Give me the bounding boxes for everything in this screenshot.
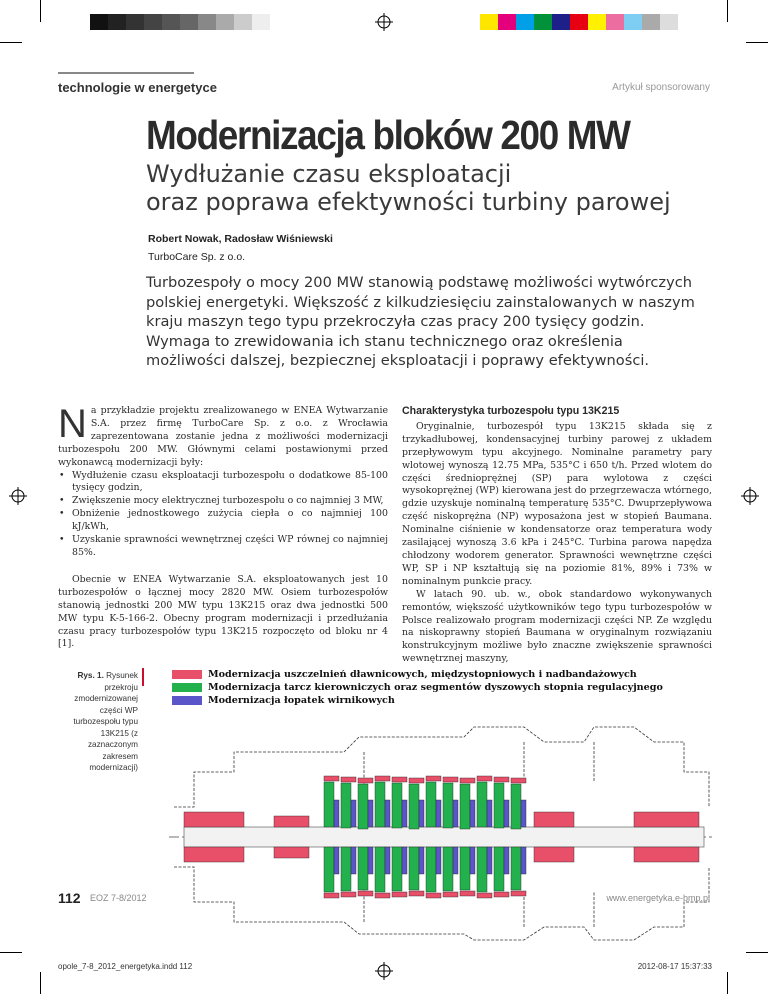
tip-seal-lower [375, 893, 390, 898]
guide-disc-lower [358, 847, 368, 890]
list-item: • Uzyskanie sprawności wewnętrznej części WP równej co najmniej 85%. [72, 534, 388, 560]
tip-seal-lower [341, 892, 356, 897]
registration-mark-icon [9, 487, 27, 505]
tip-seal-upper [477, 776, 492, 781]
registration-mark-icon [375, 13, 393, 31]
sponsored-label: Artykuł sponsorowany [612, 82, 710, 93]
section-label: technologie w energetyce [58, 80, 217, 95]
crop-mark [727, 972, 728, 994]
body-paragraph: Oryginalnie, turbozespół typu 13K215 składa się z trzykadłubowej, kondensacyjnej turbiny parowej z układem przepływowym typu akcyjnego. Nominalne parametry pary wlotowej wynoszą 12.75 MPa, 535°C i 650 t/h. Przed wlotem do części średnioprężnej (SP) para wylotowa z części wysokoprężnej (WP) kierowana jest do przegrzewacza wtórnego, gdzie uzyskuje nominalną temperaturę 535°C. Dwuprzepływowa część niskoprężna (NP) wyposażona jest w stopień Baumana. Nominalne ciśnienie w kondensatorze oraz temperatura wody zasilającej wynoszą 3.6 kPa i 245°C. Turbina parowa napędza chłodzony wodorem generator. Sprawności wewnętrzne części WP, SP i NP kształtują się na poziomie 81%, 89% i 73% w nominalnym punkcie pracy. [402, 420, 712, 587]
list-item: • Zwiększenie mocy elektrycznej turbozespołu o co najmniej 3 MW, [72, 495, 388, 508]
crop-mark [0, 42, 22, 43]
guide-disc-upper [324, 782, 334, 827]
legend-item [172, 682, 663, 693]
legend-label: Modernizacja uszczelnień dławnicowych, międzystopniowych i nadbandażowych [208, 669, 637, 680]
print-slug-date: 2012-08-17 15:37:33 [637, 962, 712, 971]
guide-disc-upper [494, 783, 504, 828]
rotor-blade-lower [470, 847, 475, 874]
tip-seal-lower [477, 893, 492, 898]
article-subtitle [146, 160, 726, 216]
body-paragraph: W latach 90. ub. w., obok standardowo wykonywanych remontów, większość użytkowników tego typu turbozespołów w Polsce realizowało program modernizacji części NP. Ze względu na niskoprawny stopień Baumana w oryginalnym rozwiązaniu konstrukcyjnym możliwe było znaczne zwiększenie sprawności wewnętrznej maszyny, [402, 588, 712, 665]
rotor-blade-lower [351, 847, 356, 874]
guide-disc-upper [477, 782, 487, 827]
seal-right-lower [534, 847, 574, 862]
gland-seal-right-lower [634, 847, 699, 862]
article-company: TurboCare Sp. z o.o. [148, 251, 246, 263]
legend-swatch [172, 683, 202, 692]
rotor-blade-upper [419, 800, 424, 827]
rotor-blade-upper [504, 800, 509, 827]
gland-seal-left-lower [184, 847, 244, 862]
guide-disc-lower [460, 847, 470, 890]
list-item: • Wydłużenie czasu eksploatacji turbozespołu o dodatkowe 85-100 tysięcy godzin, [72, 470, 388, 496]
tip-seal-upper [324, 776, 339, 781]
seal-left-upper [274, 816, 309, 827]
intro-paragraph: a przykładzie projektu zrealizowanego w ENEA Wytwarzanie S.A. przez firmę TurboCare Sp. z o.o. z Wrocławia zaprezentowana zostanie jedna z możliwości modernizacji turbozespołu 200 MW. Głównymi celami postawionymi przed wykonawcą modernizacji były: [58, 405, 388, 468]
header-rule [58, 72, 194, 74]
guide-disc-upper [392, 783, 402, 828]
figure-caption-label: Rys. 1. [77, 671, 104, 680]
rotor-blade-lower [419, 847, 424, 874]
guide-disc-upper [443, 783, 453, 828]
print-slug-file: opole_7-8_2012_energetyka.indd 112 [58, 962, 193, 971]
rotor-shaft [184, 827, 704, 847]
tip-seal-lower [511, 891, 526, 896]
tip-seal-lower [443, 892, 458, 897]
rotor-blade-upper [368, 800, 373, 827]
rotor-blade-upper [521, 800, 526, 827]
tip-seal-upper [460, 778, 475, 783]
tip-seal-upper [392, 777, 407, 782]
legend-swatch [172, 696, 202, 705]
guide-disc-lower [341, 847, 351, 891]
footer-url: www.energetyka.e-bmp.pl [606, 893, 710, 903]
rotor-blade-upper [351, 800, 356, 827]
gland-seal-right-upper [634, 812, 699, 827]
rotor-blade-lower [504, 847, 509, 874]
legend-item [172, 669, 637, 680]
rotor-blade-upper [385, 800, 390, 827]
color-bar-grayscale [90, 14, 270, 30]
guide-disc-lower [409, 847, 419, 890]
tip-seal-upper [409, 778, 424, 783]
rotor-blade-lower [402, 847, 407, 874]
rotor-blade-lower [487, 847, 492, 874]
legend-label: Modernizacja łopatek wirnikowych [208, 695, 395, 706]
section-heading: Charakterystyka turbozespołu typu 13K215 [402, 405, 620, 417]
rotor-blade-lower [385, 847, 390, 874]
guide-disc-upper [426, 782, 436, 827]
right-column [402, 405, 712, 666]
tip-seal-lower [460, 891, 475, 896]
crop-mark [746, 42, 768, 43]
guide-disc-lower [511, 847, 521, 890]
tip-seal-upper [443, 777, 458, 782]
tip-seal-lower [409, 891, 424, 896]
rotor-blade-upper [487, 800, 492, 827]
guide-disc-upper [358, 784, 368, 829]
guide-disc-lower [494, 847, 504, 891]
tip-seal-lower [426, 893, 441, 898]
color-bar-cmyk [480, 14, 678, 30]
rotor-blade-upper [334, 800, 339, 827]
figure-caption [56, 670, 138, 774]
rotor-blade-lower [334, 847, 339, 874]
guide-disc-lower [375, 847, 385, 892]
tip-seal-lower [358, 891, 373, 896]
tip-seal-upper [375, 776, 390, 781]
caption-accent-bar [142, 668, 144, 686]
gland-seal-left-upper [184, 812, 244, 827]
tip-seal-lower [324, 893, 339, 898]
guide-disc-lower [426, 847, 436, 892]
figure-caption-text: Rysunek przekroju zmodernizowanej części WP turbozespołu typu 13K215 (z zaznaczonym zakresem modernizacji) [73, 671, 138, 772]
issue-label: EOZ 7-8/2012 [90, 893, 147, 903]
crop-mark [40, 972, 41, 994]
guide-disc-upper [511, 784, 521, 829]
tip-seal-upper [341, 777, 356, 782]
crop-mark [746, 952, 768, 953]
crop-mark [0, 952, 22, 953]
legend-item [172, 695, 395, 706]
seal-right-upper [534, 812, 574, 827]
guide-disc-lower [443, 847, 453, 891]
guide-disc-lower [324, 847, 334, 892]
drop-cap: N [58, 402, 87, 446]
tip-seal-upper [358, 778, 373, 783]
legend-label: Modernizacja tarcz kierowniczych oraz segmentów dyszowych stopnia regulacyjnego [208, 682, 663, 693]
seal-left-lower [274, 847, 309, 858]
guide-disc-upper [341, 783, 351, 828]
body-paragraph: Obecnie w ENEA Wytwarzanie S.A. eksploatowanych jest 10 turbozespołów o łącznej mocy 2820 MW. Osiem turbozespołów stanowią jednostki 200 MW typu 13K215 oraz dwa jednostki 500 MW typu K-5-166-2. Obecny program modernizacji i przedłużania czasu pracy turbozespołów typu 13K215 rozpoczęto od bloku nr 4 [1]. [58, 573, 388, 650]
crop-mark [40, 0, 41, 22]
rotor-blade-upper [436, 800, 441, 827]
rotor-blade-upper [470, 800, 475, 827]
article-authors: Robert Nowak, Radosław Wiśniewski [148, 233, 333, 245]
guide-disc-upper [460, 784, 470, 829]
tip-seal-lower [392, 892, 407, 897]
list-item: • Obniżenie jednostkowego zużycia ciepła o co najmniej 100 kJ/kWh, [72, 508, 388, 534]
article-lead: Turbozespoły o mocy 200 MW stanowią podstawę możliwości wytwórczych polskiej energetyki. Większość z kilkudziesięciu zainstalowanych w naszym kraju maszyn tego typu przekroczyła czas pracy 200 tysięcy godzin. Wymaga to zrewidowania ich stanu technicznego oraz określenia możliwości dalszej, bezpiecznej eksploatacji i poprawy efektywności. [146, 274, 695, 369]
guide-disc-upper [409, 784, 419, 829]
goals-list [58, 470, 388, 560]
rotor-blade-upper [453, 800, 458, 827]
subtitle-line-2: oraz poprawa efektywności turbiny parowej [146, 188, 671, 216]
rotor-blade-lower [368, 847, 373, 874]
subtitle-line-1: Wydłużanie czasu eksploatacji [146, 160, 512, 188]
rotor-blade-lower [521, 847, 526, 874]
rotor-blade-lower [453, 847, 458, 874]
legend-swatch [172, 670, 202, 679]
guide-disc-upper [375, 782, 385, 827]
registration-mark-icon [741, 487, 759, 505]
registration-mark-icon [375, 962, 393, 980]
guide-disc-lower [392, 847, 402, 891]
crop-mark [727, 0, 728, 22]
left-column [58, 402, 388, 651]
page-number: 112 [58, 890, 81, 906]
tip-seal-lower [494, 892, 509, 897]
tip-seal-upper [426, 776, 441, 781]
article-title: Modernizacja bloków 200 MW [146, 112, 630, 158]
rotor-blade-upper [402, 800, 407, 827]
rotor-blade-lower [436, 847, 441, 874]
guide-disc-lower [477, 847, 487, 892]
turbine-drawing [164, 712, 716, 942]
tip-seal-upper [494, 777, 509, 782]
tip-seal-upper [511, 778, 526, 783]
